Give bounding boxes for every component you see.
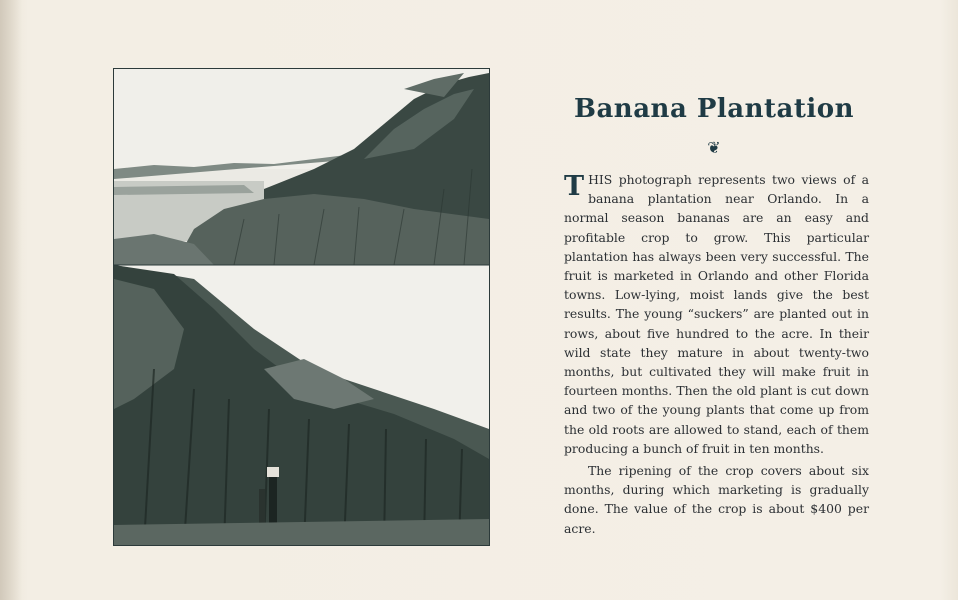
drop-cap: T: [564, 171, 585, 202]
flower-ornament-icon: ❦: [707, 138, 721, 157]
page-title: Banana Plantation: [573, 94, 855, 124]
paragraph-2: The ripening of the crop covers about six months, during which marketing is gradually done. The value of the crop is about $400 per acre.: [564, 463, 869, 536]
plantation-photos: [114, 69, 489, 545]
photo-plate: [113, 68, 490, 546]
article-body: [564, 170, 869, 538]
top-photo-pond-view: [114, 69, 489, 265]
paragraph-1: [564, 170, 869, 458]
bottom-photo-grove-view: [114, 265, 489, 545]
paragraph-1-text: HIS photograph represents two views of a banana plantation near Orlando. In a normal season bananas are an easy and profitable crop to grow. This particular plantation has always been very successful. The fruit is marketed in Orlando and other Florida towns. Low-lying, moist lands give the best results. The young “suckers” are planted out in rows, about five hundred to the acre. In their wild state they mature in about twenty-two months, but cultivated they will make fruit in fourteen months. Then the old plant is cut down and two of the young plants that come up from the old roots are allowed to stand, each of them producing a bunch of fruit in ten months.: [564, 172, 869, 456]
page-spine-shadow: [0, 0, 22, 600]
